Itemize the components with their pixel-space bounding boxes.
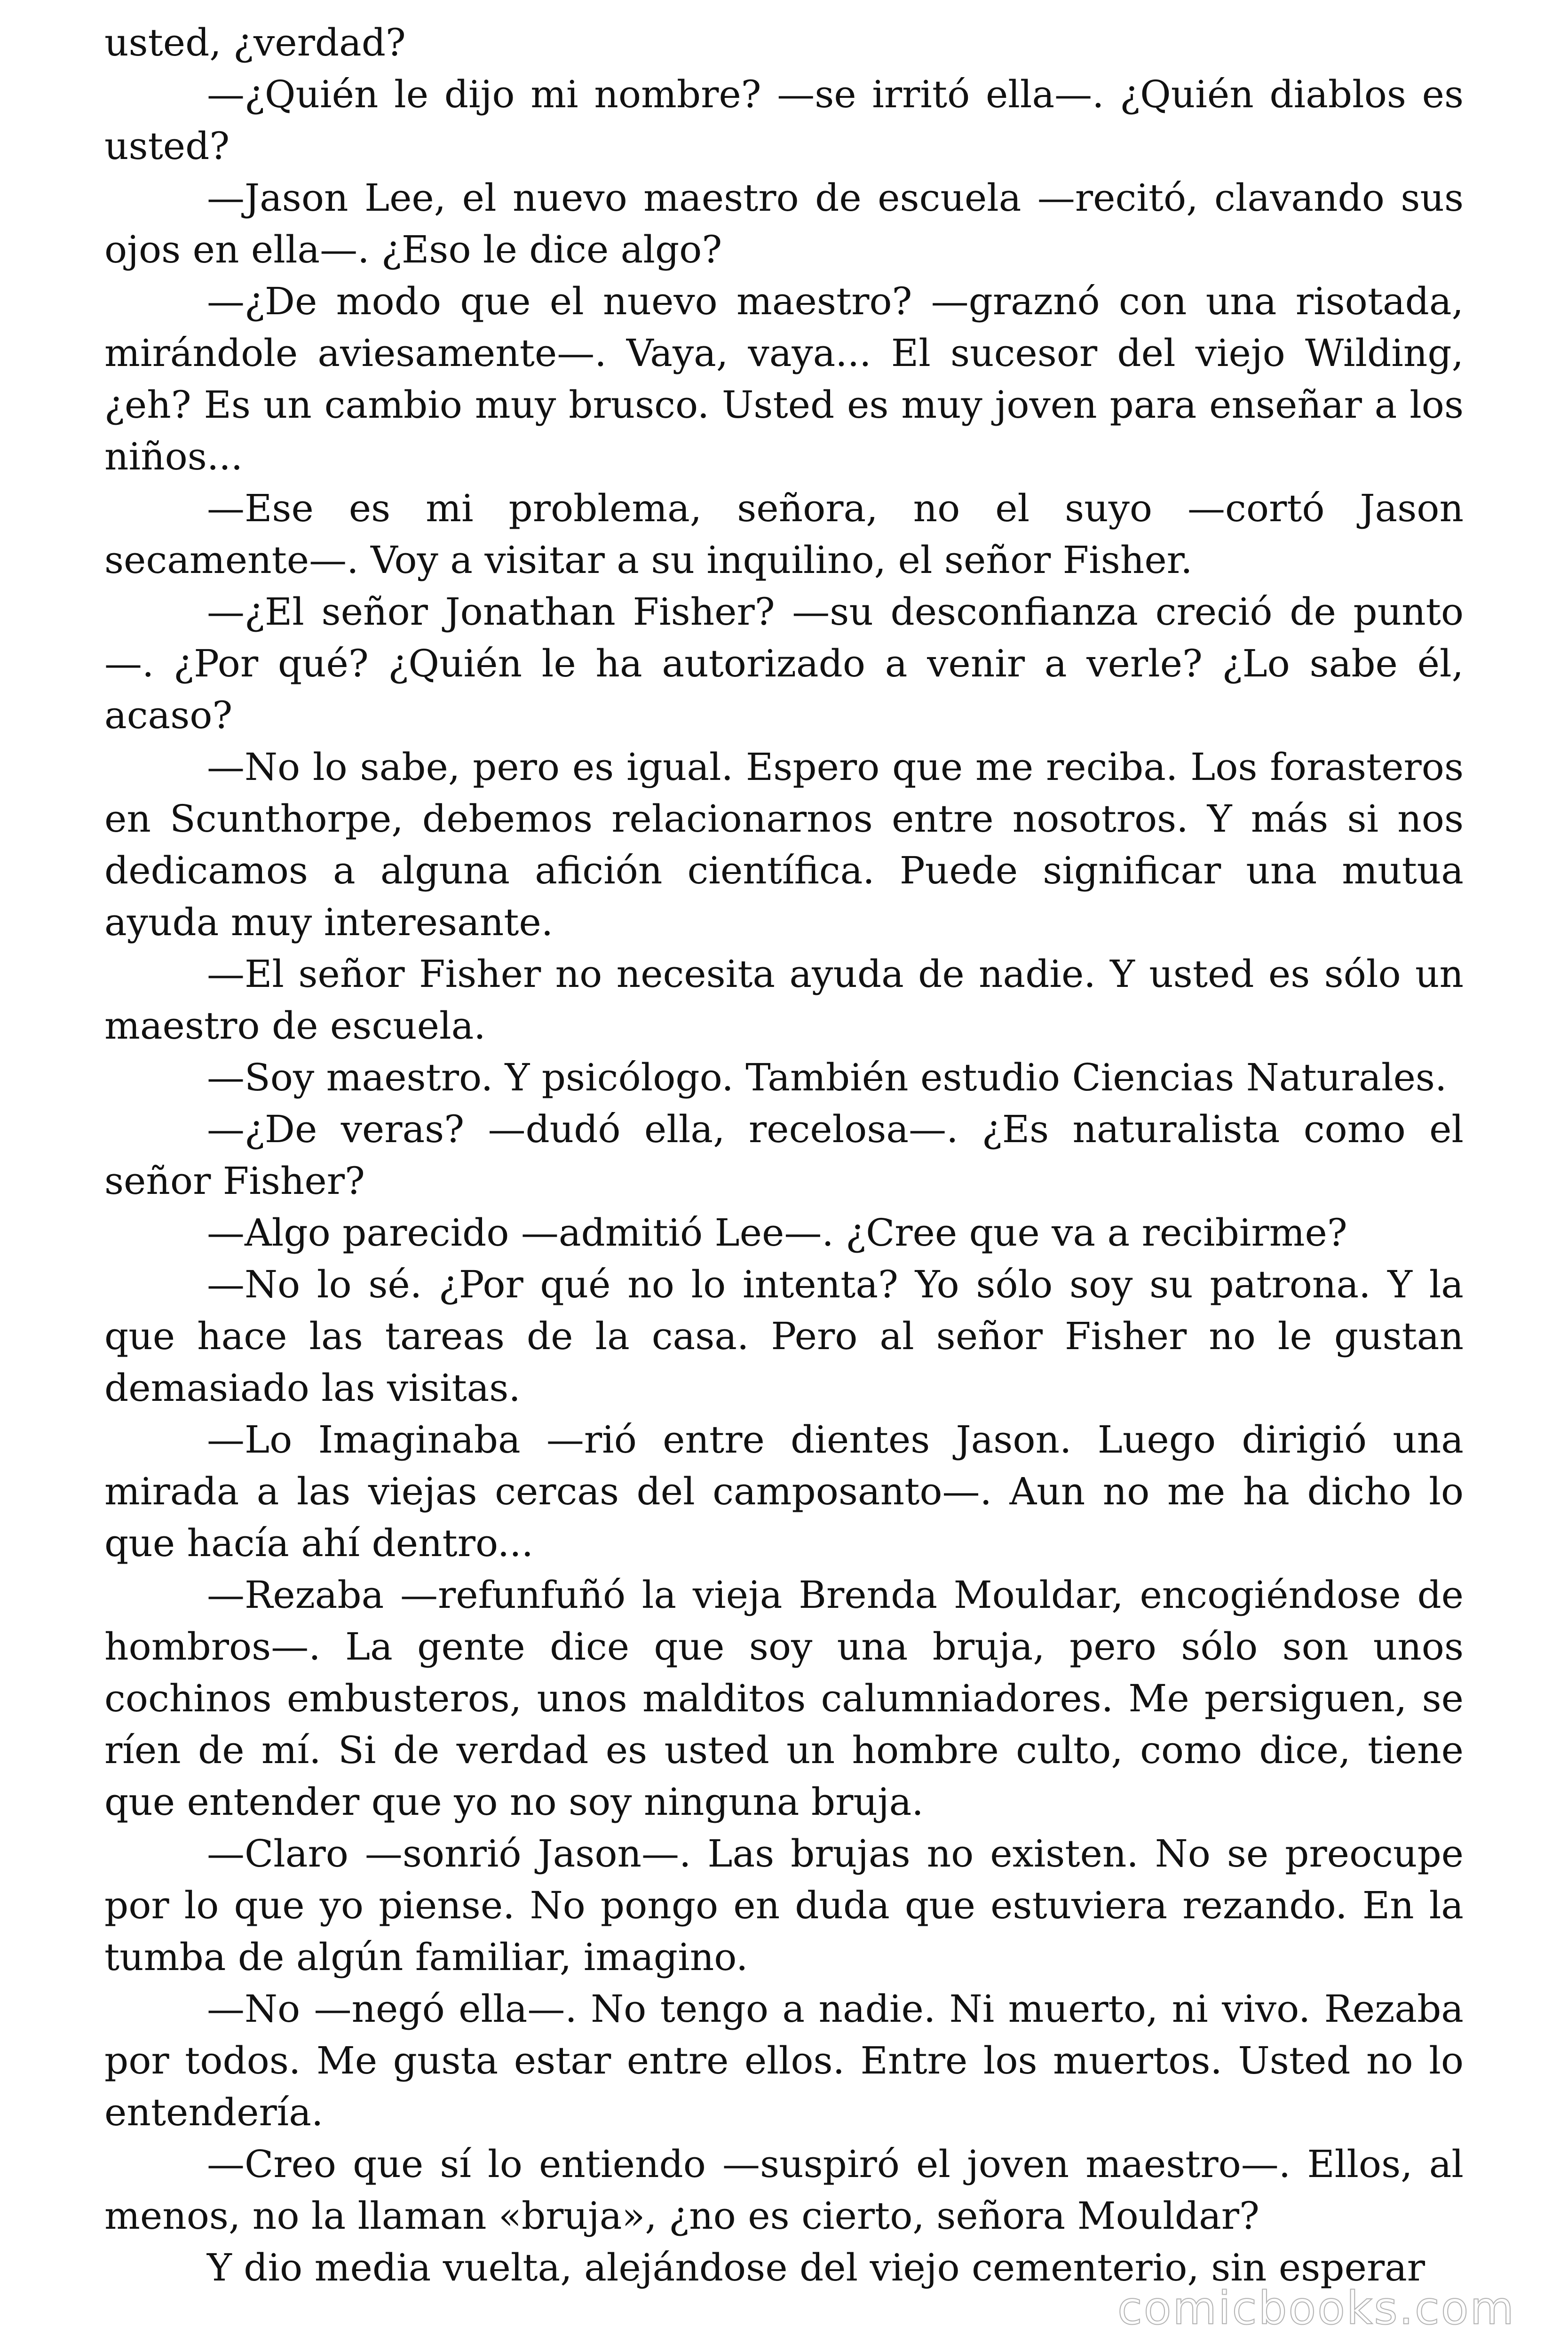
paragraph: Y dio media vuelta, alejándose del viejo cementerio, sin esperar xyxy=(207,2246,1425,2289)
paragraph: —Rezaba —refunfuñó la vieja Brenda Mouldar, encogiéndose de hombros—. La gente dice que soy una bruja, pero sólo son unos cochinos embusteros, unos malditos calumniadores. Me persiguen, se ríen de mí. Si de verdad es usted un hombre culto, como dice, tiene que entender que yo no soy ninguna bruja. xyxy=(104,1573,1464,1824)
paragraph: —No —negó ella—. No tengo a nadie. Ni muerto, ni vivo. Rezaba por todos. Me gusta estar entre ellos. Entre los muertos. Usted no lo entendería. xyxy=(104,1987,1464,2134)
paragraph: —Algo parecido —admitió Lee—. ¿Cree que va a recibirme? xyxy=(207,1211,1347,1255)
paragraph: —Jason Lee, el nuevo maestro de escuela —recitó, clavando sus ojos en ella—. ¿Eso le dice algo? xyxy=(104,176,1464,271)
paragraph: —No lo sé. ¿Por qué no lo intenta? Yo sólo soy su patrona. Y la que hace las tareas de la casa. Pero al señor Fisher no le gustan demasiado las visitas. xyxy=(104,1263,1464,1410)
paragraph: usted, ¿verdad? xyxy=(104,21,406,64)
paragraph: —Creo que sí lo entiendo —suspiró el joven maestro—. Ellos, al menos, no la llaman «bruja», ¿no es cierto, señora Mouldar? xyxy=(104,2142,1464,2238)
book-page-text xyxy=(104,17,1464,2294)
paragraph: —Lo Imaginaba —rió entre dientes Jason. Luego dirigió una mirada a las viejas cercas del camposanto—. Aun no me ha dicho lo que hacía ahí dentro... xyxy=(104,1418,1464,1565)
paragraph: —¿De veras? —dudó ella, recelosa—. ¿Es naturalista como el señor Fisher? xyxy=(104,1107,1464,1203)
paragraph: —Soy maestro. Y psicólogo. También estudio Ciencias Naturales. xyxy=(207,1056,1447,1099)
watermark: comicbooks.com xyxy=(1117,2282,1515,2335)
paragraph: —Claro —sonrió Jason—. Las brujas no existen. No se preocupe por lo que yo piense. No pongo en duda que estuviera rezando. En la tumba de algún familiar, imagino. xyxy=(104,1832,1464,1979)
paragraph: —¿De modo que el nuevo maestro? —graznó con una risotada, mirándole aviesamente—. Vaya, vaya... El sucesor del viejo Wilding, ¿eh? Es un cambio muy brusco. Usted es muy joven para enseñar a los niños... xyxy=(104,279,1464,478)
paragraph: —Ese es mi problema, señora, no el suyo —cortó Jason secamente—. Voy a visitar a su inquilino, el señor Fisher. xyxy=(104,486,1464,582)
paragraph: —¿Quién le dijo mi nombre? —se irritó ella—. ¿Quién diablos es usted? xyxy=(104,72,1464,168)
paragraph: —El señor Fisher no necesita ayuda de nadie. Y usted es sólo un maestro de escuela. xyxy=(104,952,1464,1048)
paragraph: —¿El señor Jonathan Fisher? —su desconfianza creció de punto —. ¿Por qué? ¿Quién le ha autorizado a venir a verle? ¿Lo sabe él, acaso? xyxy=(104,590,1464,737)
paragraph: —No lo sabe, pero es igual. Espero que me reciba. Los forasteros en Scunthorpe, debemos relacionarnos entre nosotros. Y más si nos dedicamos a alguna afición científica. Puede significar una mutua ayuda muy interesante. xyxy=(104,745,1464,944)
